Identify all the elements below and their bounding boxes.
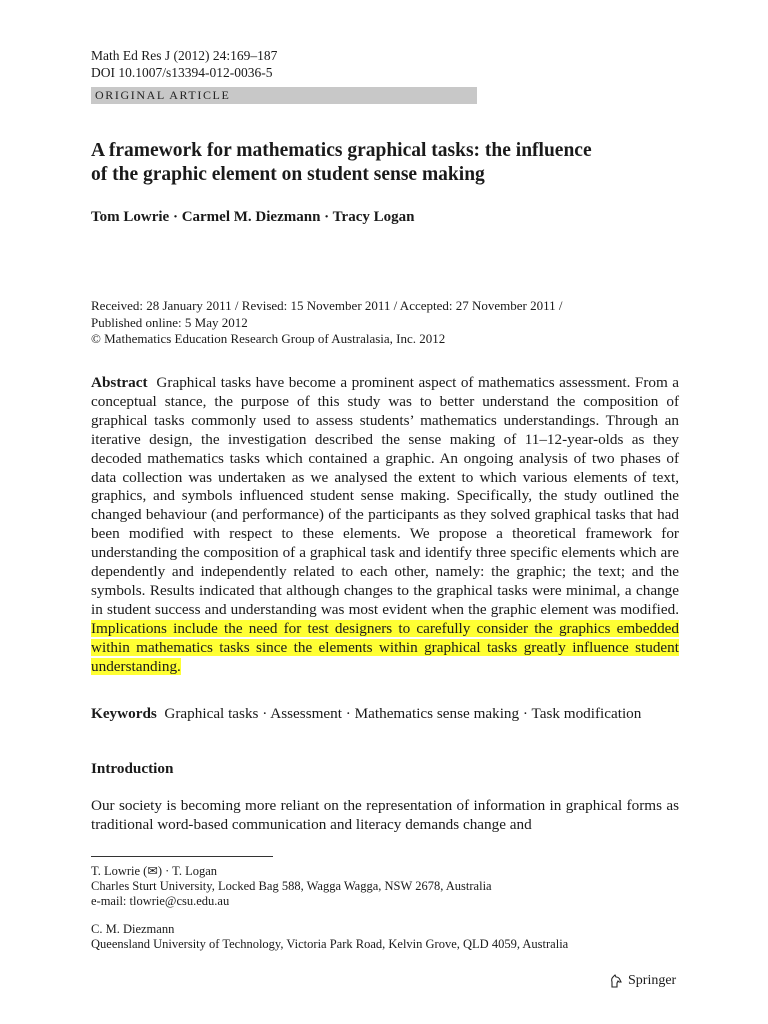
footnote-email[interactable]: e-mail: tlowrie@csu.edu.au	[91, 894, 230, 908]
published-online: Published online: 5 May 2012	[91, 314, 248, 330]
journal-citation: Math Ed Res J (2012) 24:169–187	[91, 48, 278, 63]
abstract-label: Abstract	[91, 374, 148, 391]
abstract-highlighted-text: Implications include the need for test designers to carefully consider the graphics embedded within mathematics tasks since the elements within graphical tasks greatly influence student understanding.	[91, 619, 679, 675]
author-list: Tom Lowrie · Carmel M. Diezmann · Tracy Logan	[91, 209, 415, 225]
footnote-authors-2: C. M. Diezmann	[91, 922, 175, 936]
copyright-notice: © Mathematics Education Research Group of Australasia, Inc. 2012	[91, 331, 446, 346]
article-title	[91, 139, 592, 187]
publication-dates	[91, 298, 679, 348]
received-revised-accepted: Received: 28 January 2011 / Revised: 15 November 2011 / Accepted: 27 November 2011 /	[91, 298, 563, 313]
journal-header	[91, 47, 277, 81]
title-line-2: of the graphic element on student sense making	[91, 164, 485, 185]
footnote-divider	[91, 856, 273, 857]
title-line-1: A framework for mathematics graphical tasks: the influence	[91, 140, 592, 161]
keywords-text: Graphical tasks · Assessment · Mathematics sense making · Task modification	[164, 705, 642, 722]
footnote-authors-1: T. Lowrie (✉) · T. Logan	[91, 864, 218, 878]
abstract-text: Graphical tasks have become a prominent aspect of mathematics assessment. From a conceptual stance, the purpose of this study was to better understand the composition of graphical tasks commonly used to assess students’ mathematics understandings. Through an iterative design, the investigation described the sense making of 11–12-year-olds as they decoded mathematics tasks which contained a graphic. An ongoing analysis of two phases of data collection was undertaken as we analysed the extent to which various elements of text, graphics, and symbols influenced student sense making. Specifically, the study outlined the changed behaviour (and performance) of the participants as they solved graphical tasks that had been modified with respect to these elements. We propose a theoretical framework for understanding the composition of a graphical task and identify three specific elements which are dependently and independently related to each other, namely: the graphic; the text; and the symbols. Results indicated that although changes to the graphical tasks were minimal, a change in student success and understanding was most evident when the graphic element was modified.	[91, 374, 679, 618]
keywords	[91, 704, 679, 723]
section-heading-introduction: Introduction	[91, 760, 174, 777]
article-type-banner	[91, 87, 477, 104]
springer-horse-icon	[608, 973, 624, 989]
footnote-affiliation-2: Queensland University of Technology, Victoria Park Road, Kelvin Grove, QLD 4059, Australia	[91, 937, 569, 951]
publisher-name: Springer	[628, 973, 677, 988]
introduction-text: Our society is becoming more reliant on the representation of information in graphical forms as traditional word-based communication and literacy demands change and	[91, 797, 679, 833]
doi-link[interactable]: DOI 10.1007/s13394-012-0036-5	[91, 65, 273, 80]
abstract	[91, 374, 679, 677]
keywords-label: Keywords	[91, 705, 157, 722]
publisher-logo	[608, 973, 676, 989]
article-type-label: ORIGINAL ARTICLE	[95, 88, 231, 102]
footnote-affiliation-1: Charles Sturt University, Locked Bag 588, Wagga Wagga, NSW 2678, Australia	[91, 879, 492, 893]
